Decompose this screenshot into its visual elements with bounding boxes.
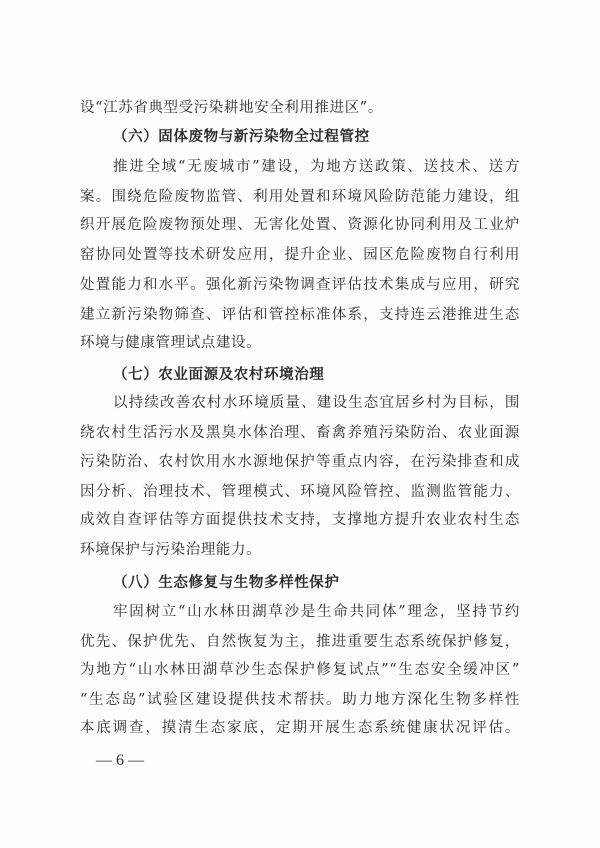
text-line: 本底调查，摸清生态家底，定期开展生态系统健康状况评估。 bbox=[80, 720, 520, 736]
text-line: 成效自查评估等方面提供技术支持，支撑地方提升农业农村生态 bbox=[80, 512, 520, 528]
text-line: 优先、保护优先、自然恢复为主，推进重要生态系统保护修复， bbox=[80, 634, 520, 650]
text-line: 绕农村生活污水及黑臭水体治理、畜禽养殖污染防治、农业面源 bbox=[80, 425, 520, 441]
text-line: 设“江苏省典型受污染耕地安全利用推进区”。 bbox=[80, 100, 383, 116]
section-heading: （七）农业面源及农村环境治理 bbox=[113, 366, 325, 383]
text-line: 污染防治、农村饮用水水源地保护等重点内容，在污染排查和成 bbox=[80, 454, 520, 470]
text-line: 以持续改善农村水环境质量、建设生态宜居乡村为目标，围 bbox=[113, 395, 520, 411]
page-number: — 6 — bbox=[96, 752, 144, 769]
text-line: 牢固树立“山水林田湖草沙是生命共同体”理念，坚持节约 bbox=[113, 604, 520, 620]
section-heading: （六）固体废物与新污染物全过程管控 bbox=[113, 128, 370, 145]
text-line: 处置能力和水平。强化新污染物调查评估技术集成与应用，研究 bbox=[80, 277, 520, 293]
text-line: 环境保护与污染治理能力。 bbox=[80, 542, 262, 558]
text-line: 织开展危险废物预处理、无害化处置、资源化协同利用及工业炉 bbox=[80, 217, 520, 233]
text-line: 案。围绕危险废物监管、利用处置和环境风险防范能力建设，组 bbox=[80, 189, 520, 205]
text-line: “生态岛”试验区建设提供技术帮扶。助力地方深化生物多样性 bbox=[80, 692, 520, 708]
text-line: 推进全域“无废城市”建设，为地方送政策、送技术、送方 bbox=[113, 159, 520, 175]
text-line: 为地方“山水林田湖草沙生态保护修复试点”“生态安全缓冲区” bbox=[80, 662, 520, 678]
text-line: 窑协同处置等技术研发应用，提升企业、园区危险废物自行利用 bbox=[80, 247, 520, 263]
section-heading: （八）生态修复与生物多样性保护 bbox=[113, 574, 340, 591]
text-line: 建立新污染物筛查、评估和管控标准体系，支持连云港推进生态 bbox=[80, 307, 520, 323]
text-line: 因分析、治理技术、管理模式、环境风险管控、监测监管能力、 bbox=[80, 484, 520, 500]
text-line: 环境与健康管理试点建设。 bbox=[80, 335, 262, 351]
